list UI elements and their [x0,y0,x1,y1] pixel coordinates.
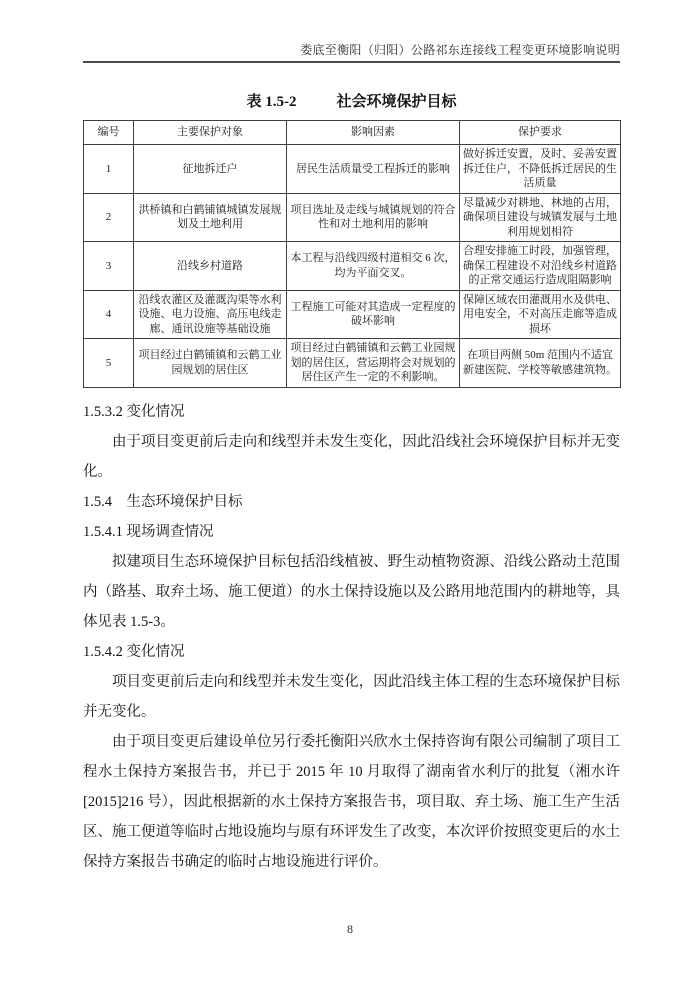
running-header: 娄底至衡阳（归阳）公路祁东连接线工程变更环境影响说明 [300,43,620,57]
table-header-row [84,121,621,145]
cell-requirement: 做好拆迁安置，及时、妥善安置拆迁住户，不降低拆迁居民的生活质量 [460,145,621,194]
cell-number: 2 [84,193,134,242]
table-row [84,193,621,242]
cell-factor: 居民生活质量受工程拆迁的影响 [287,145,460,194]
table-caption-title: 社会环境保护目标 [336,94,457,110]
table-head [84,121,621,145]
cell-factor: 工程施工可能对其造成一定程度的破坏影响 [287,290,460,339]
social-protection-table [83,120,621,388]
cell-object: 沿线乡村道路 [134,242,287,291]
table-row [84,290,621,339]
section-text: 1.5.4.1 现场调查情况 [83,523,214,540]
cell-number: 1 [84,145,134,194]
table-row [84,145,621,194]
col-header-number: 编号 [84,121,134,145]
col-header-requirement: 保护要求 [460,121,621,145]
cell-object: 洪桥镇和白鹤铺镇城镇发展规划及土地利用 [134,193,287,242]
section-text: 1.5.3.2 变化情况 [83,403,185,420]
page-number: 8 [347,922,353,936]
section-text: 项目变更前后走向和线型并未发生变化，因此沿线主体工程的生态环境保护目标并无变化。 [83,673,620,720]
table-caption-label: 表 1.5-2 [246,94,297,110]
table-body [84,145,621,388]
cell-object: 沿线农灌区及灌溉沟渠等水利设施、电力设施、高压电线走廊、通讯设施等基础设施 [134,290,287,339]
section-text: 1.5.4 生态环境保护目标 [83,493,243,510]
page-content [83,88,620,877]
cell-factor: 本工程与沿线四级村道相交 6 次，均为平面交叉。 [287,242,460,291]
cell-number: 5 [84,339,134,388]
cell-requirement: 在项目两侧 50m 范围内不适宜新建医院、学校等敏感建筑物。 [460,339,621,388]
section-text: 由于项目变更后建设单位另行委托衡阳兴欣水土保持咨询有限公司编制了项目工程水土保持方案报告书，并已于 2015 年 10 月取得了湖南省水利厅的批复（湘水许[2015]216 号），因此根据新的水土保持方案报告书，项目取、弃土场、施工生产生活区、施工便道等临时占地设施均与原有环评发生了改变，本次评价按照变更后的水土保持方案报告书确定的临时占地设施进行评价。 [83,733,620,870]
cell-factor: 项目经过白鹤铺镇和云鹤工业园规划的居住区，营运期将会对规划的居住区产生一定的不利影响。 [287,339,460,388]
section-text: 拟建项目生态环境保护目标包括沿线植被、野生动植物资源、沿线公路动土范围内（路基、取弃土场、施工便道）的水土保持设施以及公路用地范围内的耕地等，具体见表 1.5-3。 [83,553,620,630]
section-text: 1.5.4.2 变化情况 [83,643,185,660]
table-row [84,339,621,388]
cell-object: 项目经过白鹤铺镇和云鹤工业园规划的居住区 [134,339,287,388]
cell-requirement: 合理安排施工时段，加强管理，确保工程建设不对沿线乡村道路的正常交通运行造成阻隔影响 [460,242,621,291]
section-text: 由于项目变更前后走向和线型并未发生变化，因此沿线社会环境保护目标并无变化。 [83,433,620,480]
cell-requirement: 尽量减少对耕地、林地的占用，确保项目建设与城镇发展与土地利用规划相符 [460,193,621,242]
header-rule [83,61,620,63]
col-header-factor: 影响因素 [287,121,460,145]
cell-requirement: 保障区域农田灌溉用水及供电、用电安全，不对高压走廊等造成损坏 [460,290,621,339]
cell-number: 3 [84,242,134,291]
cell-object: 征地拆迁户 [134,145,287,194]
cell-number: 4 [84,290,134,339]
col-header-object: 主要保护对象 [134,121,287,145]
sections [83,397,620,877]
table-caption [83,90,620,111]
table-row [84,242,621,291]
cell-factor: 项目选址及走线与城镇规划的符合性和对土地利用的影响 [287,193,460,242]
